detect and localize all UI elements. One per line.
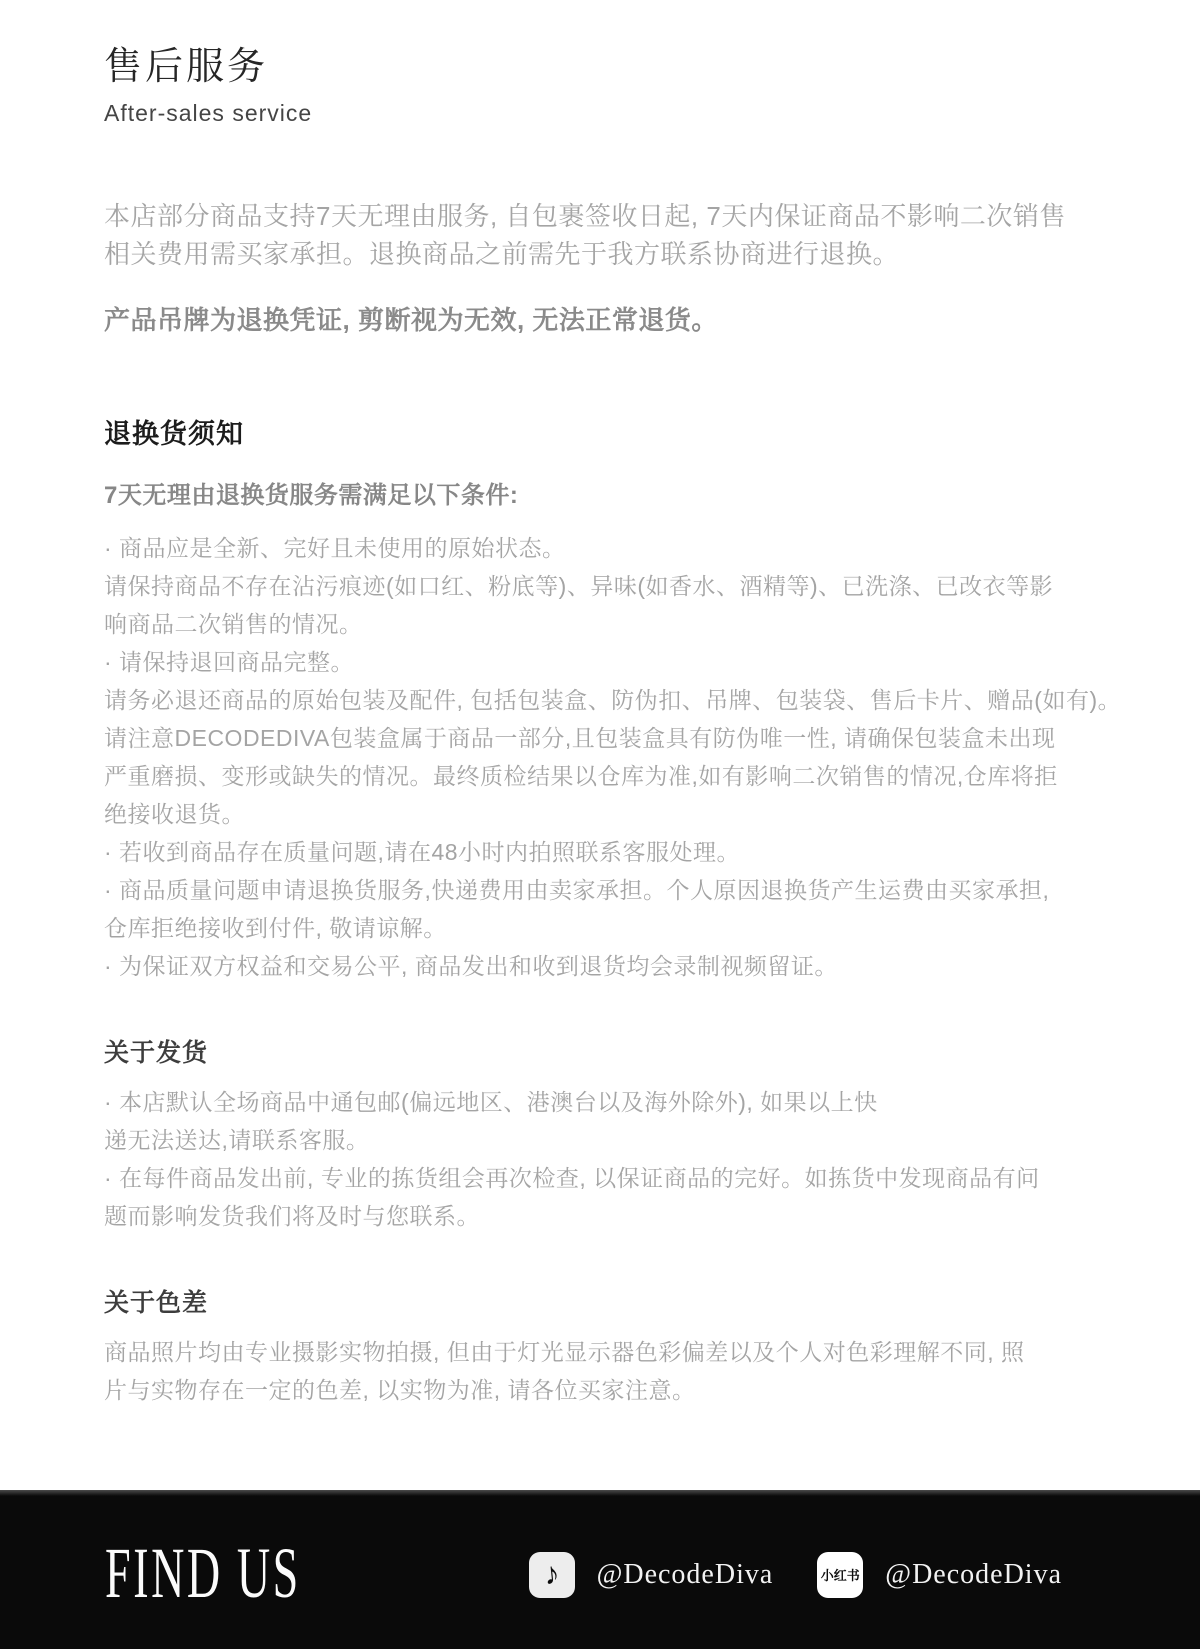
list-item: 请保持商品不存在沾污痕迹(如口红、粉底等)、异味(如香水、酒精等)、已洗涤、已改衣等影: [104, 573, 1054, 599]
paragraph-line: 片与实物存在一定的色差, 以实物为准, 请各位买家注意。: [104, 1377, 696, 1403]
content-column: [104, 0, 1134, 1409]
list-item: 请务必退还商品的原始包装及配件, 包括包装盒、防伪扣、吊牌、包装袋、售后卡片、赠品(如有)。: [104, 687, 1122, 713]
douyin-account-link[interactable]: [529, 1552, 774, 1598]
list-item: 请注意DECODEDIVA包装盒属于商品一部分,且包装盒具有防伪唯一性, 请确保包装盒未出现: [104, 725, 1056, 751]
find-us-title: FIND US: [105, 1532, 301, 1613]
footer-bar: [0, 1490, 1200, 1649]
list-item: 响商品二次销售的情况。: [104, 611, 363, 637]
page-title: 售后服务: [104, 46, 269, 88]
return-conditions-intro: 7天无理由退换货服务需满足以下条件:: [104, 482, 519, 509]
list-item: 递无法送达,请联系客服。: [104, 1127, 370, 1153]
list-item: · 本店默认全场商品中通包邮(偏远地区、港澳台以及海外除外), 如果以上快: [104, 1089, 878, 1115]
shipping-list: [104, 1083, 1134, 1235]
color-difference-heading: 关于色差: [104, 1289, 209, 1317]
xiaohongshu-account-link[interactable]: [817, 1552, 1062, 1598]
music-note-glyph: ♪: [541, 1554, 561, 1592]
social-links: [529, 1542, 1062, 1598]
return-policy-list: [104, 529, 1134, 985]
intro-paragraph: [104, 197, 1134, 273]
paragraph-line: 商品照片均由专业摄影实物拍摄, 但由于灯光显示器色彩偏差以及个人对色彩理解不同, 照: [104, 1339, 1025, 1365]
return-policy-heading: 退换货须知: [104, 419, 244, 449]
douyin-icon: [529, 1552, 575, 1598]
list-item: · 为保证双方权益和交易公平, 商品发出和收到退货均会录制视频留证。: [104, 953, 838, 979]
xiaohongshu-wordmark: 小红书: [820, 1568, 860, 1583]
xiaohongshu-handle: @DecodeDiva: [885, 1558, 1062, 1590]
list-item: 绝接收退货。: [104, 801, 245, 827]
list-item: · 在每件商品发出前, 专业的拣货组会再次检查, 以保证商品的完好。如拣货中发现商品有问: [104, 1165, 1040, 1191]
intro-line: 本店部分商品支持7天无理由服务, 自包裹签收日起, 7天内保证商品不影响二次销售: [104, 201, 1066, 231]
intro-line: 相关费用需买家承担。退换商品之前需先于我方联系协商进行退换。: [104, 239, 900, 269]
list-item: 严重磨损、变形或缺失的情况。最终质检结果以仓库为准,如有影响二次销售的情况,仓库将拒: [104, 763, 1058, 789]
tag-warning-text: 产品吊牌为退换凭证, 剪断视为无效, 无法正常退货。: [104, 305, 718, 335]
douyin-handle: @DecodeDiva: [596, 1558, 774, 1590]
list-item: · 请保持退回商品完整。: [104, 649, 355, 675]
list-item: · 若收到商品存在质量问题,请在48小时内拍照联系客服处理。: [104, 839, 741, 865]
list-item: 仓库拒绝接收到付件, 敬请谅解。: [104, 915, 447, 941]
list-item: 题而影响发货我们将及时与您联系。: [104, 1203, 480, 1229]
list-item: · 商品应是全新、完好且未使用的原始状态。: [104, 535, 566, 561]
page-subtitle: After-sales service: [104, 100, 313, 126]
xiaohongshu-icon: [817, 1552, 863, 1598]
color-difference-paragraph: [104, 1333, 1134, 1409]
shipping-heading: 关于发货: [104, 1039, 209, 1067]
list-item: · 商品质量问题申请退换货服务,快递费用由卖家承担。个人原因退换货产生运费由买家承担,: [104, 877, 1050, 903]
